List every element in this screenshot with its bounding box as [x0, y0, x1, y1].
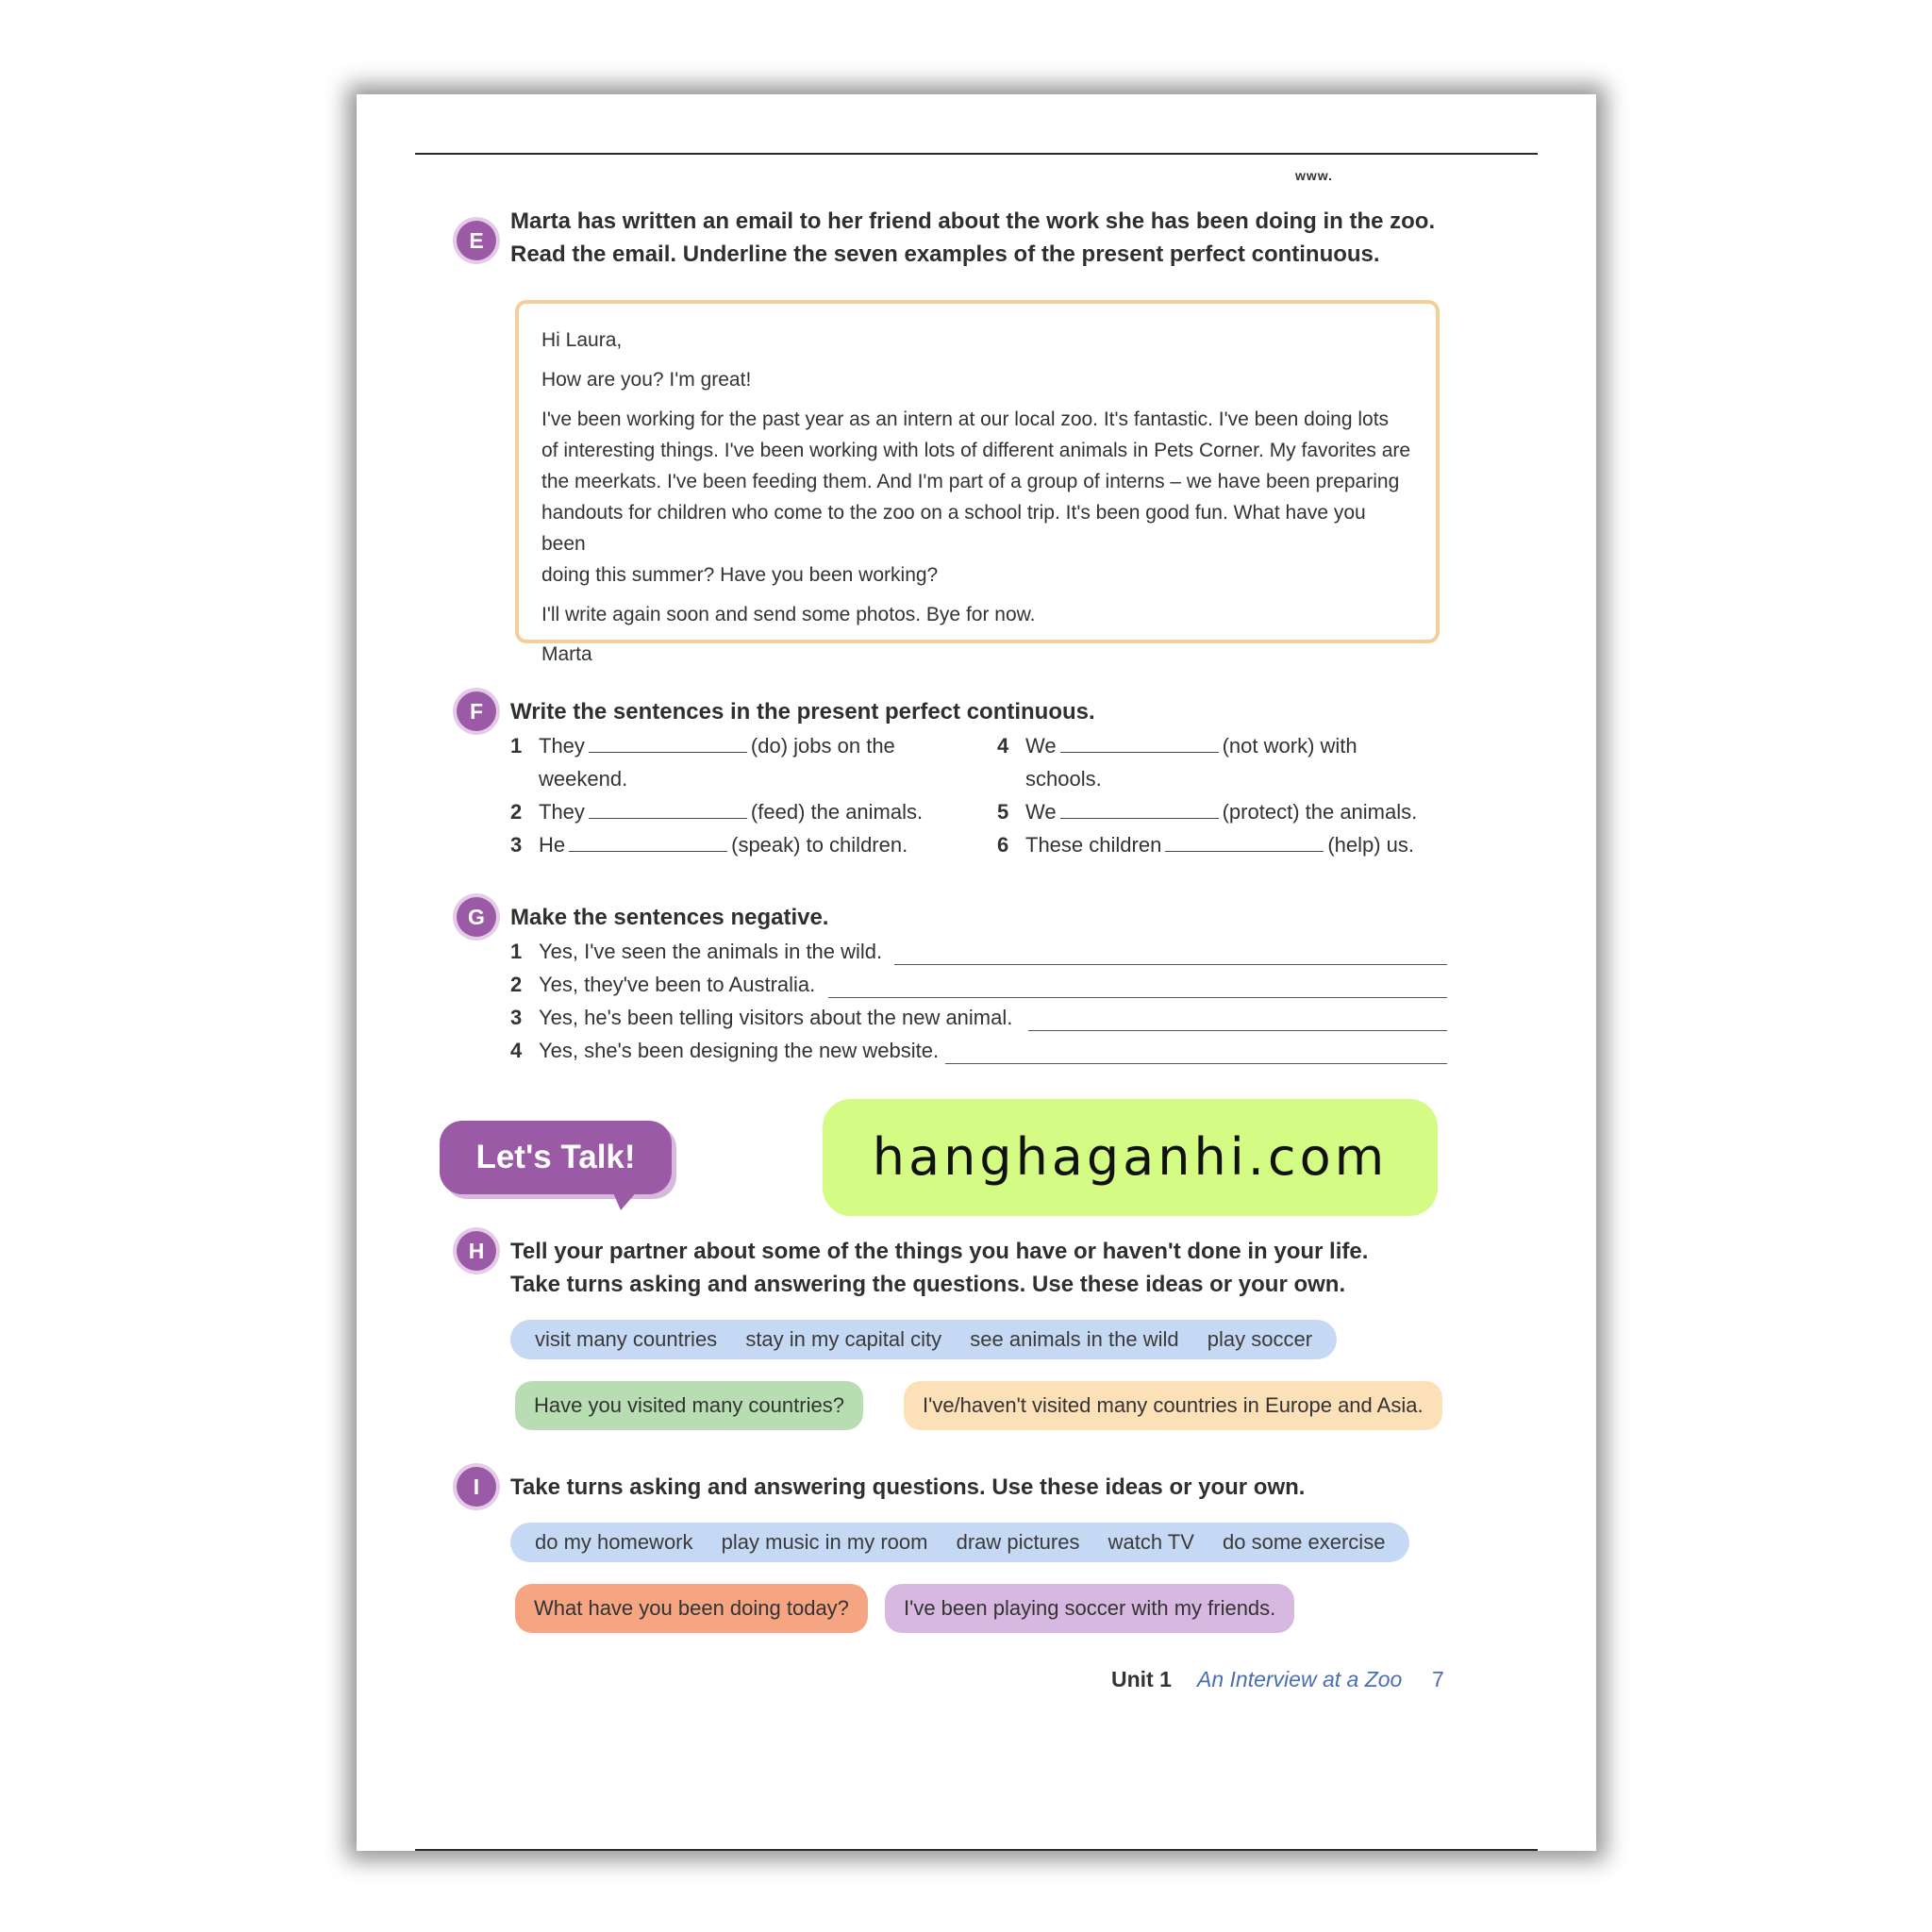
url-mark: www.: [1295, 168, 1334, 183]
top-rule: [415, 153, 1538, 155]
idea-chip: do some exercise: [1223, 1530, 1386, 1554]
exercise-e-badge: E: [457, 221, 496, 260]
idea-pills-i: [510, 1523, 1409, 1562]
idea-chip: play music in my room: [721, 1530, 928, 1554]
email-signature: Marta: [541, 643, 592, 665]
g-item-3: 3 Yes, he's been telling visitors about the new animal.: [510, 1006, 1013, 1029]
exercise-h-badge: H: [457, 1231, 496, 1271]
bottom-rule: [415, 1849, 1538, 1851]
f-item-4: 4 We (not work) with: [997, 734, 1357, 758]
question-bubble-i: What have you been doing today?: [515, 1584, 868, 1633]
idea-chip: do my homework: [535, 1530, 693, 1554]
idea-chip: stay in my capital city: [745, 1327, 942, 1351]
f-item-1: 1 They (do) jobs on the: [510, 734, 895, 758]
exercise-i-instruction: Take turns asking and answering questions. Use these ideas or your own.: [510, 1474, 1306, 1500]
idea-chip: visit many countries: [535, 1327, 718, 1351]
f-item-1-cont: weekend.: [539, 767, 628, 791]
footer-unit: Unit 1: [1111, 1667, 1172, 1691]
exercise-e-instruction: Marta has written an email to her friend about the work she has been doing in the zoo. Read the email. Underline the seven examples of the present perfect continuous.: [510, 208, 1436, 267]
g-item-1: 1 Yes, I've seen the animals in the wild.: [510, 940, 883, 963]
idea-chip: see animals in the wild: [970, 1327, 1179, 1351]
answer-blank[interactable]: [589, 733, 747, 753]
email-body: I've been working for the past year as an intern at our local zoo. It's fantastic. I've been doing lots of interesting things. I've been working with lots of different animals in Pets Corner. My favorites are the meerkats. I've been feeding them. And I'm part of a group of interns – we have been preparing handouts for children who come to the zoo on a school trip. It's been good fun. What have you been doing this summer? Have you been working?: [541, 408, 1411, 586]
idea-chip: play soccer: [1207, 1327, 1313, 1351]
workbook-page: [357, 94, 1596, 1851]
email-closing: I'll write again soon and send some photos. Bye for now.: [541, 604, 1036, 625]
page-number: 7: [1432, 1667, 1444, 1691]
f-item-6: 6 These children (help) us.: [997, 833, 1415, 857]
answer-line[interactable]: [945, 1063, 1447, 1064]
exercise-f-badge: F: [457, 691, 496, 731]
answer-bubble-h: I've/haven't visited many countries in Europe and Asia.: [904, 1381, 1442, 1430]
answer-blank[interactable]: [1060, 733, 1219, 753]
exercise-g-badge: G: [457, 897, 496, 937]
answer-line[interactable]: [894, 964, 1447, 965]
answer-blank[interactable]: [1165, 832, 1324, 852]
email-box: [515, 300, 1440, 665]
exercise-g-instruction: Make the sentences negative.: [510, 905, 829, 930]
email-greeting: Hi Laura,: [541, 329, 623, 351]
g-item-4: 4 Yes, she's been designing the new website.: [510, 1039, 940, 1062]
answer-blank[interactable]: [569, 832, 727, 852]
question-bubble-h: Have you visited many countries?: [515, 1381, 863, 1430]
speech-tail: [609, 1184, 643, 1210]
idea-chip: draw pictures: [956, 1530, 1080, 1554]
idea-pills-h: [510, 1320, 1337, 1359]
answer-line[interactable]: [1028, 1030, 1447, 1031]
exercise-i-badge: I: [457, 1467, 496, 1507]
f-item-5: 5 We (protect) the animals.: [997, 800, 1418, 824]
f-item-3: 3 He (speak) to children.: [510, 833, 908, 857]
idea-chip: watch TV: [1108, 1530, 1194, 1554]
answer-blank[interactable]: [589, 799, 747, 819]
answer-bubble-i: I've been playing soccer with my friends.: [885, 1584, 1294, 1633]
exercise-h-instruction: Tell your partner about some of the things you have or haven't done in your life. Take turns asking and answering the questions. Use these ideas or your own.: [510, 1239, 1369, 1297]
lets-talk-banner: Let's Talk!: [440, 1121, 672, 1194]
footer-title: An Interview at a Zoo: [1197, 1667, 1403, 1691]
answer-blank[interactable]: [1060, 799, 1219, 819]
watermark-banner: hanghaganhi.com: [823, 1099, 1438, 1216]
answer-line[interactable]: [828, 997, 1447, 998]
exercise-f-instruction: Write the sentences in the present perfect continuous.: [510, 699, 1095, 724]
f-item-2: 2 They (feed) the animals.: [510, 800, 924, 824]
email-line: How are you? I'm great!: [541, 369, 752, 391]
f-item-4-cont: schools.: [1025, 767, 1102, 791]
g-item-2: 2 Yes, they've been to Australia.: [510, 973, 816, 996]
